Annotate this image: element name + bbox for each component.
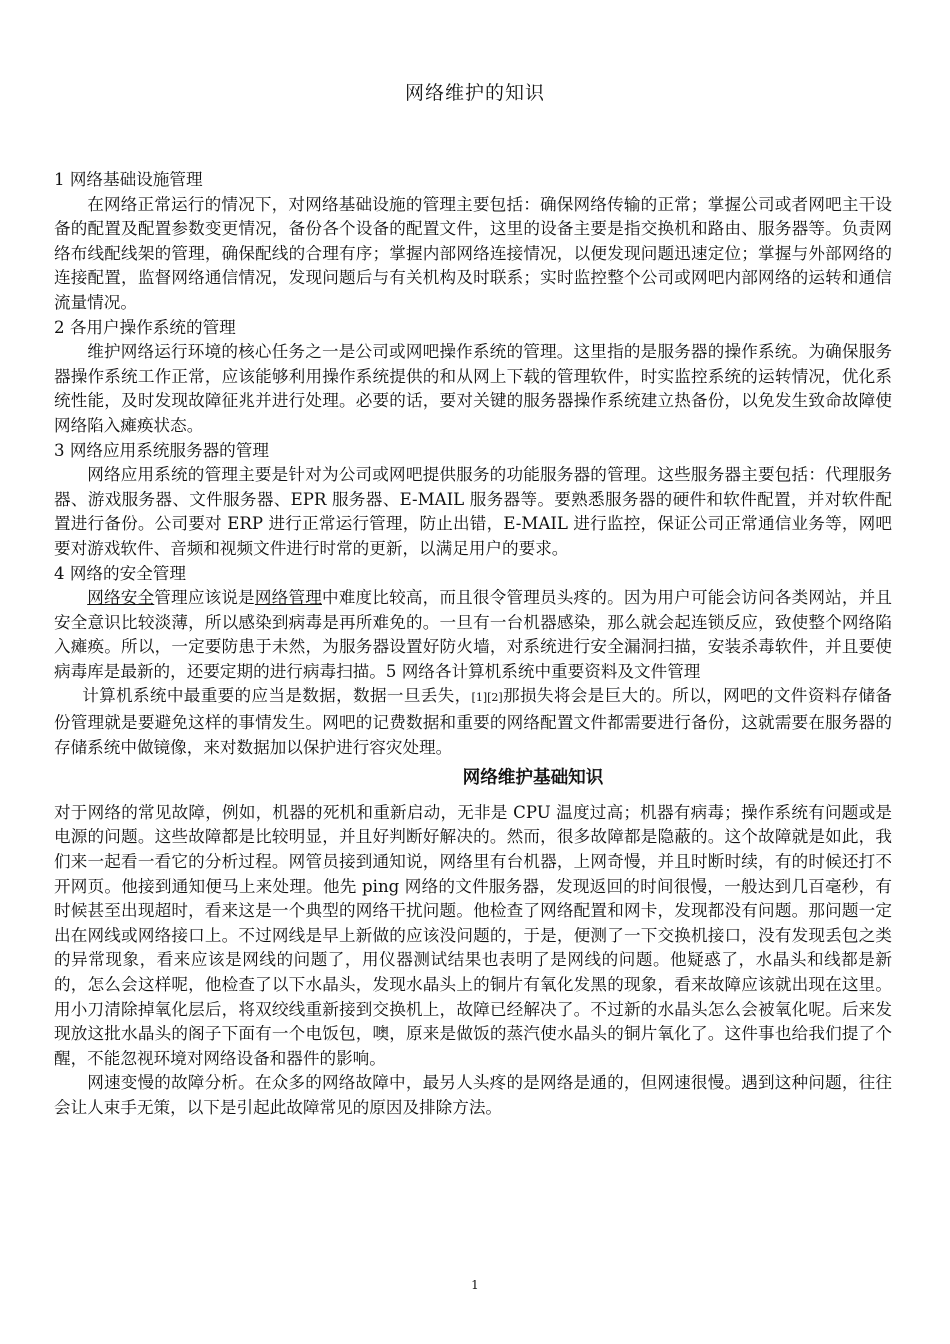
section-4-text: 中难度比较高，而且很令管理员头疼的。因为用户可能会访问各类网站，并且安全意识比较淡薄，所以感染到病毒是再所难免的。一旦有一台机器感染，那么就会起连锁反应，致使整个网络陷入瘫痪。所以，一定要防患于未然，为服务器设置好防火墙，对系统进行安全漏洞扫描，安装杀毒软件，并且要使病毒库是最新的，还要定期的进行病毒扫描。5 网络各计算机系统中重要资料及文件管理 xyxy=(54,588,893,681)
page-number: 1 xyxy=(471,1278,479,1292)
section-4-paragraph xyxy=(54,586,892,684)
link-network-management[interactable]: 网络管理 xyxy=(254,588,322,608)
section-2-paragraph: 维护网络运行环境的核心任务之一是公司或网吧操作系统的管理。这里指的是服务器的操作系统。为确保服务器操作系统工作正常，应该能够利用操作系统提供的和从网上下载的管理软件，时实监控系统的运转情况，优化系统性能，及时发现故障征兆并进行处理。必要的话，要对关键的服务器操作系统建立热备份，以免发生致命故障使网络陷入瘫痪状态。 xyxy=(54,342,892,435)
section-5-paragraph xyxy=(54,684,892,760)
document-title: 网络维护的知识 xyxy=(404,82,545,104)
section-3-heading: 3 网络应用系统服务器的管理 xyxy=(54,440,269,460)
section-1-paragraph: 在网络正常运行的情况下，对网络基础设施的管理主要包括：确保网络传输的正常；掌握公司或者网吧主干设备的配置及配置参数变更情况，备份各个设备的配置文件，这里的设备主要是指交换机和路由、服务器等。负责网络布线配线架的管理，确保配线的合理有序；掌握内部网络连接情况，以便发现问题迅速定位；掌握与外部网络的连接配置，监督网络通信情况，发现问题后与有关机构及时联系；实时监控整个公司或网吧内部网络的运转和通信流量情况。 xyxy=(54,194,892,312)
subtitle: 网络维护基础知识 xyxy=(462,767,604,789)
section-5-text-b: 那损失将会是巨大的。所以，网吧的文件资料存储备份管理就是要避免这样的事情发生。网吧的记费数据和重要的网络配置文件都需要进行备份，这就需要在服务器的存储系统中做镜像，来对数据加以保护进行容灾处理。 xyxy=(54,686,893,757)
section-1-heading: 1 网络基础设施管理 xyxy=(54,170,203,189)
citation-ref[interactable]: [1][2] xyxy=(471,691,503,705)
link-network-security[interactable]: 网络安全 xyxy=(87,588,155,608)
slow-network-paragraph: 网速变慢的故障分析。在众多的网络故障中，最另人头疼的是网络是通的，但网速很慢。遇到这种问题，往往会让人束手无策，以下是引起此故障常见的原因及排除方法。 xyxy=(54,1073,892,1117)
section-2-heading: 2 各用户操作系统的管理 xyxy=(54,317,236,337)
section-3-paragraph: 网络应用系统的管理主要是针对为公司或网吧提供服务的功能服务器的管理。这些服务器主要包括：代理服务器、游戏服务器、文件服务器、EPR 服务器、E-MAIL 服务器等。要熟悉服务器的硬件和软件配置，并对软件配置进行备份。公司要对 ERP 进行正常运行管理，防止出错，E-MAIL 进行监控，保证公司正常通信业务等，网吧要对游戏软件、音频和视频文件进行时常的更新，以满足用户的要求。 xyxy=(54,465,892,558)
section-4-text-mid: 管理应该说是 xyxy=(154,588,255,608)
section-5-text-a: 计算机系统中最重要的应当是数据，数据一旦丢失， xyxy=(82,686,472,706)
document-body xyxy=(54,168,892,1121)
section-4-heading: 4 网络的安全管理 xyxy=(54,563,186,583)
fault-case-paragraph: 对于网络的常见故障，例如，机器的死机和重新启动，无非是 CPU 温度过高；机器有病毒；操作系统有问题或是电源的问题。这些故障都是比较明显，并且好判断好解决的。然而，很多故障都是隐蔽的。这个故障就是如此，我们来一起看一看它的分析过程。网管员接到通知说，网络里有台机器，上网奇慢，并且时断时续，有的时候还打不开网页。他接到通知便马上来处理。他先 ping 网络的文件服务器，发现返回的时间很慢，一般达到几百毫秒，有时候甚至出现超时，看来这是一个典型的网络干扰问题。他检查了网络配置和网卡，发现都没有问题。那问题一定出在网线或网络接口上。不过网线是早上新做的应该没问题的，于是，便测了一下交换机接口，没有发现丢包之类的异常现象，看来应该是网线的问题了，用仪器测试结果也表明了是网线的问题。他疑惑了，水晶头和线都是新的，怎么会这样呢，他检查了以下水晶头，发现水晶头上的铜片有氧化发黑的现象，看来故障应该就出现在这里。用小刀清除掉氧化层后，将双绞线重新接到交换机上，故障已经解决了。不过新的水晶头怎么会被氧化呢。后来发现放这批水晶头的阁子下面有一个电饭包，噢，原来是做饭的蒸汽使水晶头的铜片氧化了。这件事也给我们提了个醒，不能忽视环境对网络设备和器件的影响。 xyxy=(54,802,892,1068)
